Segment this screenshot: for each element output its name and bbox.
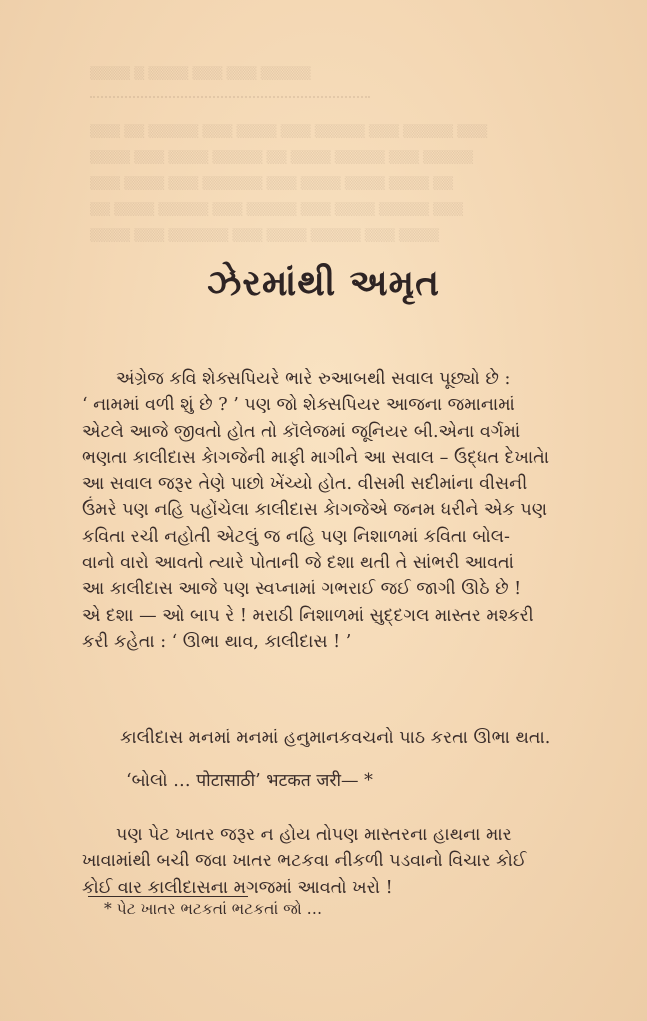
footnote-rule [88,896,248,897]
text-line: કવિતા રચી નહોતી એટલું જ નહિ પણ નિશાળમાં કવિતા બોલ- [82,526,510,547]
text-line: પણ પેટ ખાતર જરૂર ન હોય તોપણ માસ્તરના હાથના માર [116,825,512,845]
text-line: વાનો વારો આવતો ત્યારે પોતાની જે દશા થતી તે સાંભરી આવતાં [82,553,514,574]
show-through-text: ▒▒▒▒ ▒▒▒ ▒▒▒▒▒▒ ▒▒▒ ▒▒▒▒ ▒▒▒▒▒ ▒▒▒ ▒▒▒▒ [90,228,439,243]
show-through-text: ▒▒▒ ▒▒▒▒ ▒▒▒ ▒▒▒▒▒▒ ▒▒▒ ▒▒▒▒ ▒▒▒▒ ▒▒▒▒ ▒▒ [90,176,453,191]
text-line: કરી કહેતા : ‘ ઊભા થાવ, કાલીદાસ ! ’ [82,631,352,652]
text-line: ‘ નામમાં વળી શું છે ? ’ પણ જો શેક્સપિયર આજના જમાનામાં [82,395,515,416]
text-line: આ કાલીદાસ આજે પણ સ્વપ્નામાં ગભરાઈ જઈ જાગી ઊઠે છે ! [82,579,522,600]
show-through-text: ▒▒▒▒ ▒ ▒▒▒▒ ▒▒▒ ▒▒▒ ▒▒▒▒▒ [90,66,311,81]
footnote: * પેટ ખાતર ભટકતાં ભટકતાં જો … [104,900,323,918]
text-line: એટલે આજે જીવતો હોત તો કૉલેજમાં જૂનિયર બી.એના વર્ગમાં [82,421,521,442]
show-through-text: ▒▒▒ ▒▒ ▒▒▒▒▒ ▒▒▒ ▒▒▒▒ ▒▒▒ ▒▒▒▒▒ ▒▒▒ ▒▒▒▒▒ ▒▒▒ [90,124,488,139]
show-through-dots [90,96,370,101]
text-line: ઉંમરે પણ નહિ પહોંચેલા કાલીદાસ કેાગજેએ જનમ ધરીને એક પણ [82,500,547,521]
show-through-text: ▒▒▒▒ ▒▒▒ ▒▒▒▒ ▒▒▒▒▒ ▒▒ ▒▒▒▒ ▒▒▒▒▒ ▒▒▒ ▒▒▒▒▒ [90,150,473,165]
paragraph-2: કાલીદાસ મનમાં મનમાં હનુમાનકવચનો પાઠ કરતા ઊભા થતા. [120,728,551,748]
quote-line: ‘બોલો … पोटासाठी’ भटकत जरी— * [126,771,373,791]
paragraph-3 [82,822,582,901]
chapter-title: ઝેરમાંથી અમૃત [207,262,440,304]
text-line: ખાવામાંથી બચી જવા ખાતર ભટકવા નીકળી પડવાનો વિચાર કોઈ [82,851,527,872]
text-line: ભણતા કાલીદાસ કેાગજેની માફી માગીને આ સવાલ – ઉદ્ધત દેખાતેા [82,447,550,468]
text-line: એ દશા — ઓ બાપ રે ! મરાઠી નિશાળમાં સુદ્દગલ માસ્તર મશ્કરી [82,605,534,626]
show-through-text: ▒▒ ▒▒▒▒ ▒▒▒▒▒ ▒▒▒ ▒▒▒▒▒ ▒▒▒ ▒▒▒▒ ▒▒▒▒▒ ▒▒▒ [90,202,463,217]
text-line: કોઈ વાર કાલીદાસના મગજમાં આવતો ખરો ! [82,877,393,898]
text-line: આ સવાલ જરૂર તેણે પાછો ખેંચ્યો હોત. વીસમી સદીમાંના વીસની [82,474,528,495]
paragraph-1 [82,366,582,655]
text-line: અંગ્રેજ કવિ શેક્સપિયરે ભારે રુઆબથી સવાલ પૂછ્યો છે : [116,369,511,389]
